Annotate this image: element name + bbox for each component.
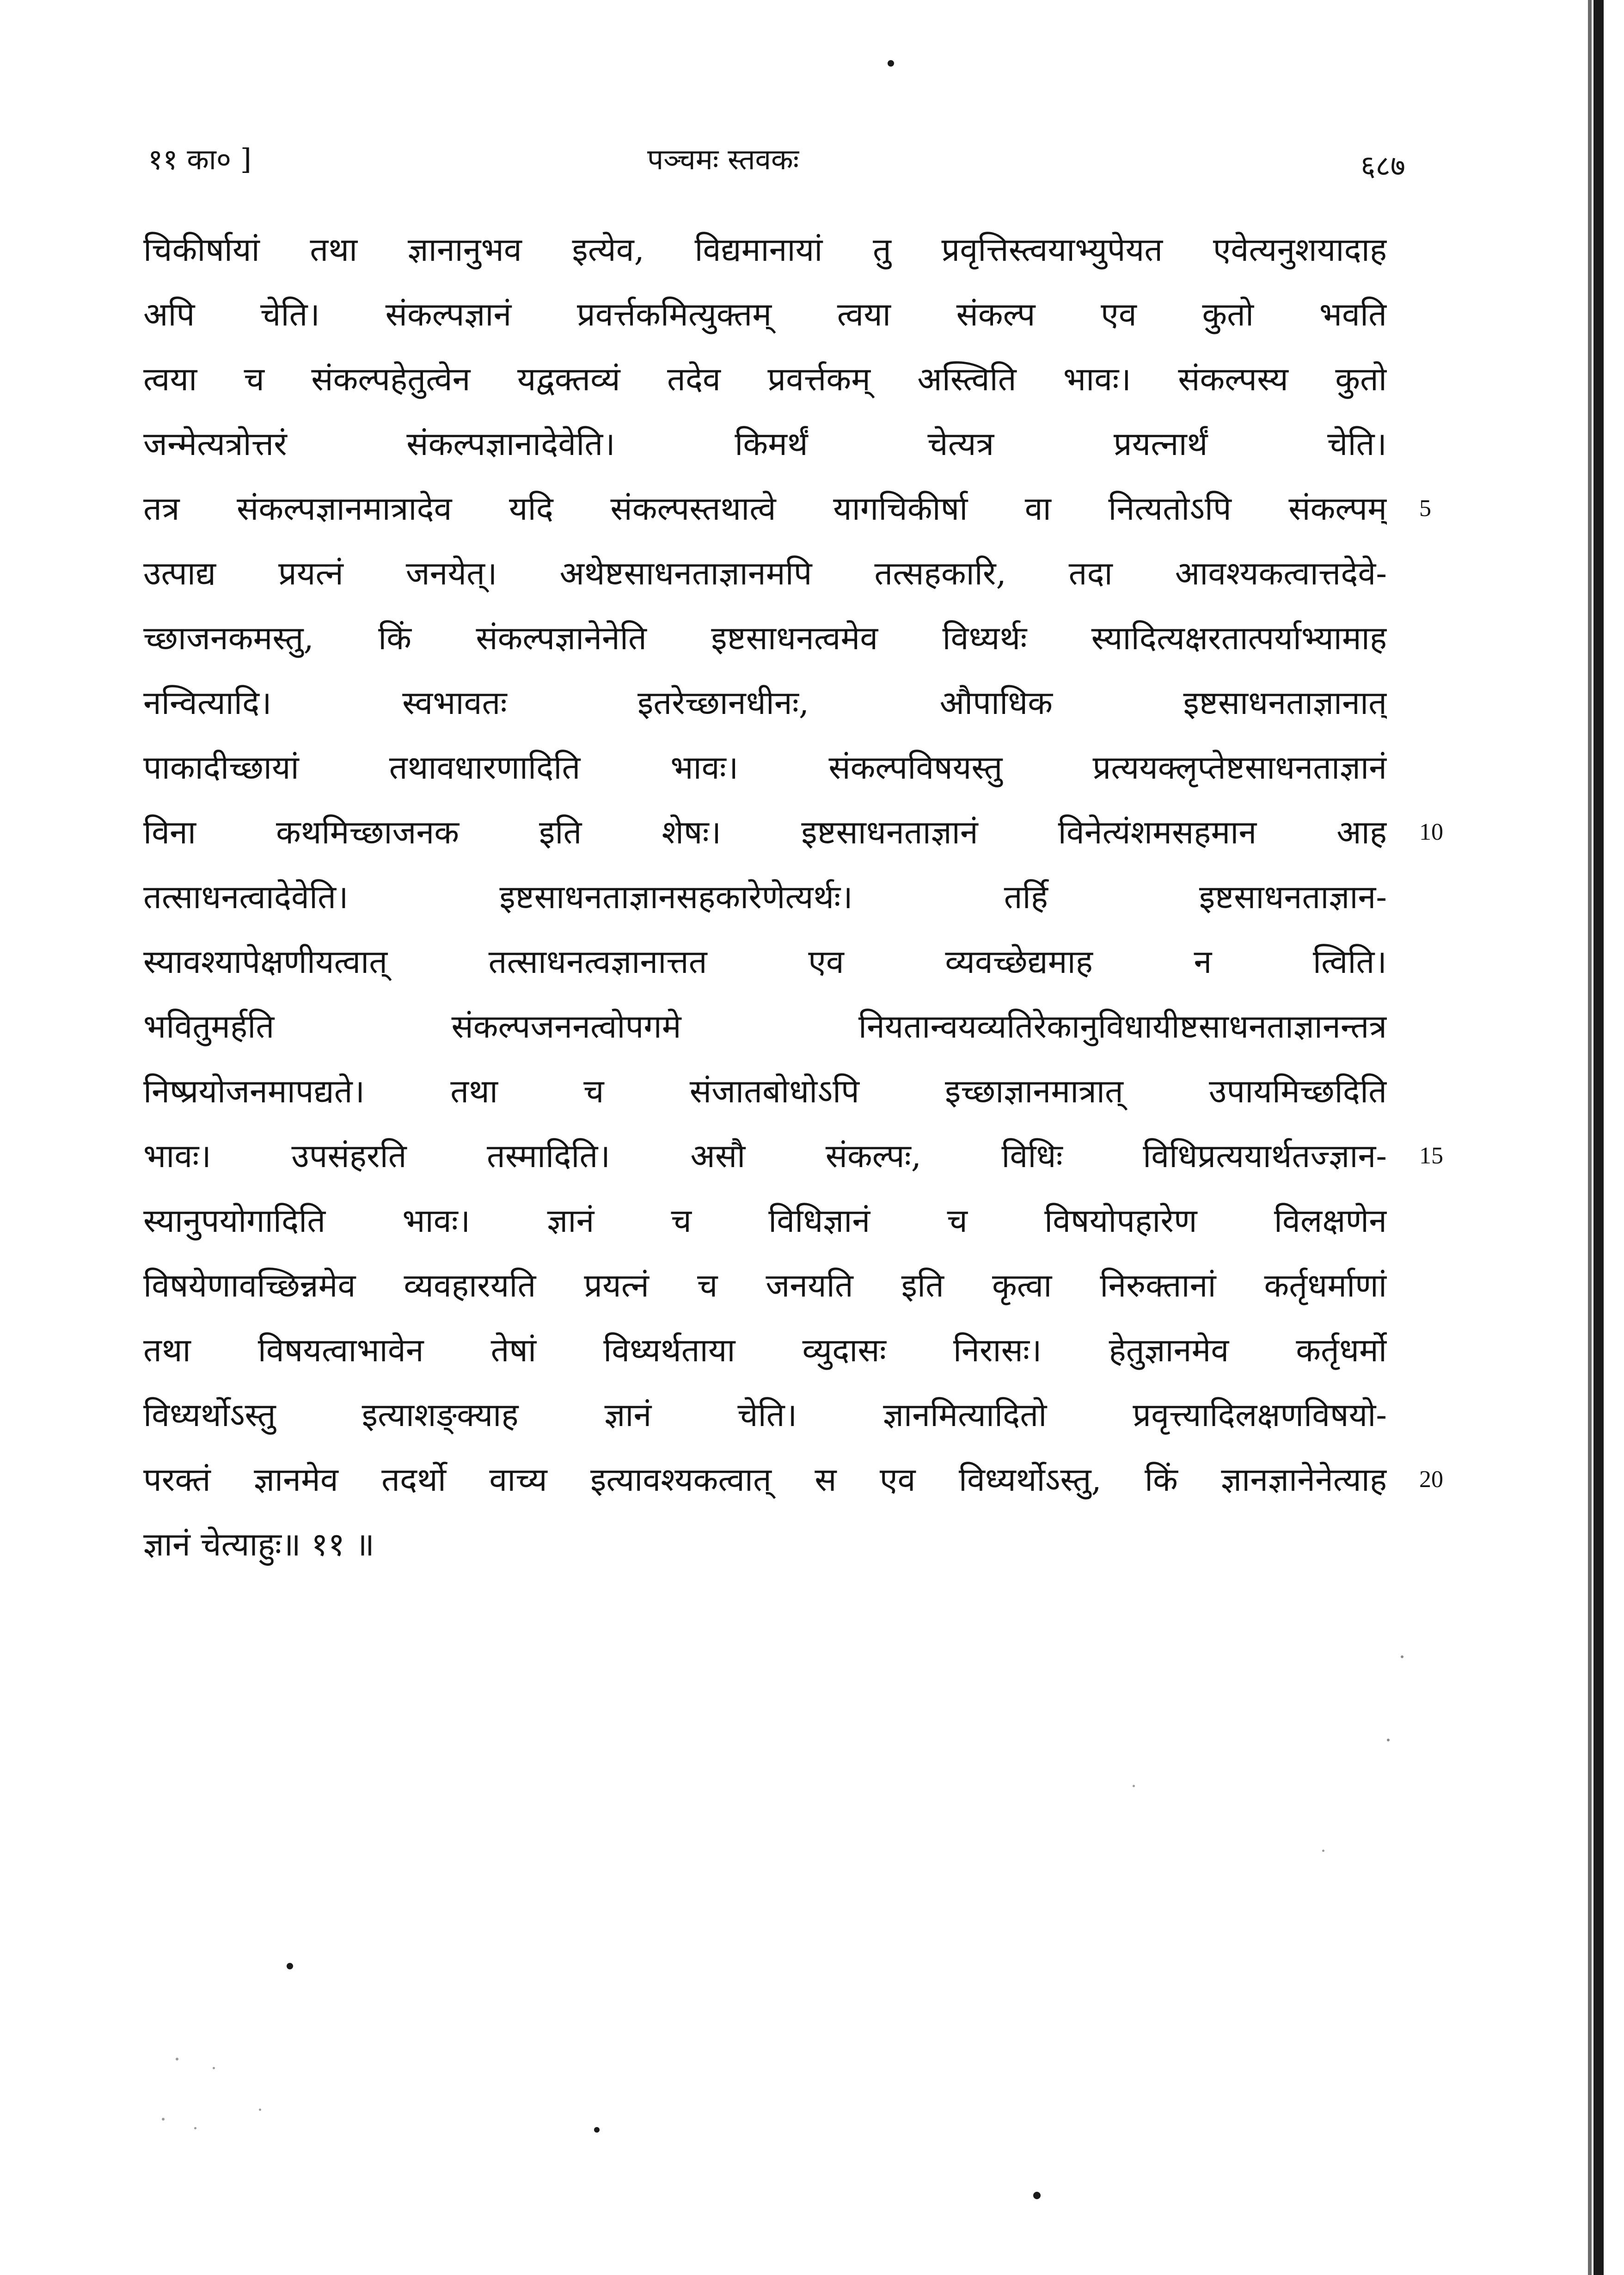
text-line: स्यावश्यापेक्षणीयत्वात् तत्साधनत्वज्ञानात्तत एव व्यवच्छेद्यमाह न त्विति। (143, 943, 1387, 981)
text-line: विध्यर्थोऽस्तु इत्याशङ्क्याह ज्ञानं चेति। ज्ञानमित्यादितो प्रवृत्त्यादिलक्षणविषयो- (143, 1396, 1387, 1434)
binding-edge (1593, 0, 1604, 2275)
scan-speck (1401, 1655, 1403, 1658)
scan-speck (213, 2067, 215, 2069)
scan-speck (162, 2118, 165, 2121)
text-line: स्यानुपयोगादिति भावः। ज्ञानं च विधिज्ञानं च विषयोपहारेण विलक्षणेन (143, 1202, 1387, 1240)
line-number-15: 15 (1419, 1143, 1443, 1169)
text-line-final: ज्ञानं चेत्याहुः॥ ११ ॥ (143, 1525, 375, 1563)
scan-speck (888, 60, 894, 67)
text-line: चिकीर्षायां तथा ज्ञानानुभव इत्येव, विद्यमानायां तु प्रवृत्तिस्त्वयाभ्युपेयत एवेत्यनुशयादाह (143, 231, 1387, 269)
scan-speck (176, 2058, 178, 2060)
scan-speck (259, 2109, 261, 2111)
commentary-text (143, 217, 1387, 1577)
text-line: उत्पाद्य प्रयत्नं जनयेत्। अथेष्टसाधनताज्ञानमपि तत्सहकारि, तदा आवश्यकत्वात्तदेवे- (143, 554, 1387, 592)
text-line: विना कथमिच्छाजनक इति शेषः। इष्टसाधनताज्ञानं विनेत्यंशमसहमान आह (143, 813, 1387, 851)
text-line: भवितुमर्हति संकल्पजननत्वोपगमे नियतान्वयव्यतिरेकानुविधायीष्टसाधनताज्ञानन्तत्र (143, 1008, 1387, 1045)
text-line: पाकादीच्छायां तथावधारणादिति भावः। संकल्पविषयस्तु प्रत्ययक्लृप्तेष्टसाधनताज्ञानं (143, 749, 1387, 787)
binding-edge-shadow (1588, 0, 1592, 2275)
scan-speck (194, 2127, 196, 2129)
scan-speck (594, 2127, 600, 2133)
scan-speck (1033, 2192, 1041, 2199)
scan-speck (1387, 1739, 1390, 1741)
header-chapter-title: पञ्चमः स्तवकः (647, 142, 799, 176)
text-line: निष्प्रयोजनमापद्यते। तथा च संजातबोधोऽपि इच्छाज्ञानमात्रात् उपायमिच्छदिति (143, 1072, 1387, 1110)
text-line: च्छाजनकमस्तु, किं संकल्पज्ञानेनेति इष्टसाधनत्वमेव विध्यर्थः स्यादित्यक्षरतात्पर्याभ्यामाह (143, 619, 1387, 657)
scan-speck (1322, 1850, 1324, 1852)
text-line: तत्साधनत्वादेवेति। इष्टसाधनताज्ञानसहकारेणेत्यर्थः। तर्हि इष्टसाधनताज्ञान- (143, 878, 1387, 916)
page-header (148, 132, 1405, 187)
text-line: अपि चेति। संकल्पज्ञानं प्रवर्त्तकमित्युक्तम् त्वया संकल्प एव कुतो भवति (143, 295, 1387, 333)
text-line: विषयेणावच्छिन्नमेव व्यवहारयति प्रयत्नं च जनयति इति कृत्वा निरुक्तानां कर्तृधर्माणां (143, 1267, 1387, 1304)
text-line: जन्मेत्यत्रोत्तरं संकल्पज्ञानादेवेति। किमर्थं चेत्यत्र प्रयत्नार्थं चेति। (143, 425, 1387, 463)
line-number-20: 20 (1419, 1466, 1443, 1493)
text-line: तथा विषयत्वाभावेन तेषां विध्यर्थताया व्युदासः निरासः। हेतुज्ञानमेव कर्तृधर्मो (143, 1331, 1387, 1369)
text-line: त्वया च संकल्पहेतुत्वेन यद्वक्तव्यं तदेव प्रवर्त्तकम् अस्त्विति भावः। संकल्पस्य कुतो (143, 360, 1387, 398)
text-line: परक्तं ज्ञानमेव तदर्थो वाच्य इत्यावश्यकत्वात् स एव विध्यर्थोऽस्तु, किं ज्ञानज्ञानेनेत्याह (143, 1461, 1387, 1499)
page-number: ६८७ (1360, 149, 1405, 183)
line-number-10: 10 (1419, 819, 1443, 845)
scan-speck (1133, 1785, 1135, 1787)
line-number-5: 5 (1419, 495, 1431, 522)
header-section-marker: ११ का० ] (148, 142, 251, 176)
scan-speck (287, 1963, 293, 1969)
text-line: तत्र संकल्पज्ञानमात्रादेव यदि संकल्पस्तथात्वे यागचिकीर्षा वा नित्यतोऽपि संकल्पम् (143, 490, 1387, 528)
text-line: नन्वित्यादि। स्वभावतः इतरेच्छानधीनः, औपाधिक इष्टसाधनताज्ञानात् (143, 684, 1387, 722)
text-line: भावः। उपसंहरति तस्मादिति। असौ संकल्पः, विधिः विधिप्रत्ययार्थतज्ज्ञान- (143, 1137, 1387, 1175)
